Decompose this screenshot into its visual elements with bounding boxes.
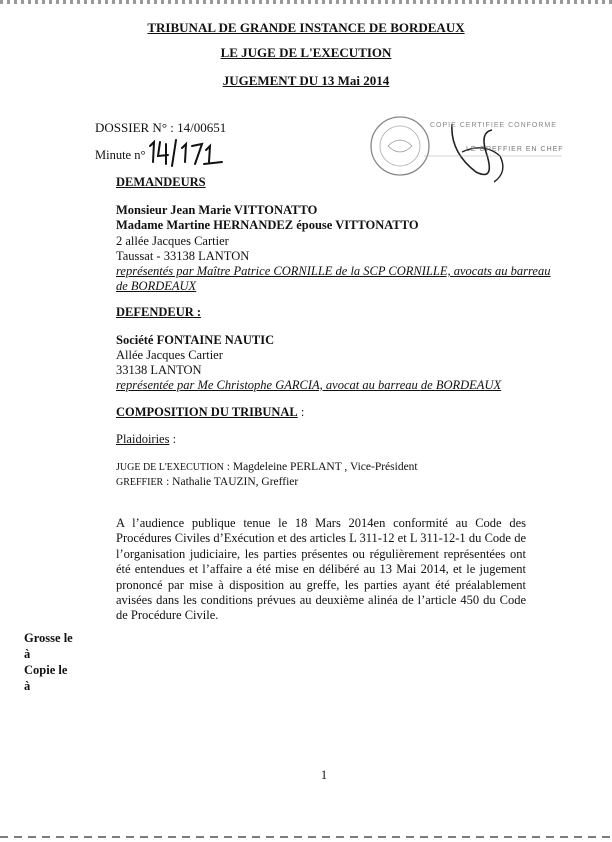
- demandeurs-heading: DEMANDEURS: [116, 175, 206, 189]
- plaidoiries-label: Plaidoiries: [116, 432, 170, 446]
- minute-label: Minute n°: [95, 148, 146, 162]
- dossier-number: 14/00651: [177, 120, 227, 135]
- composition-colon: :: [297, 405, 305, 419]
- judgment-date: JUGEMENT DU 13 Mai 2014: [222, 73, 390, 88]
- defendant-name: Société FONTAINE NAUTIC: [116, 333, 275, 347]
- plaintiff-2-name: Madame Martine HERNANDEZ épouse VITTONATTO: [116, 218, 419, 232]
- grosse-recipient-label: à: [24, 647, 31, 661]
- stamp-subtext: LE GREFFIER EN CHEF: [466, 146, 564, 153]
- composition-line: [116, 405, 304, 420]
- judge-role-label: JUGE DE L'EXECUTION: [116, 462, 224, 473]
- plaintiff-counsel-line-1: représentés par Maître Patrice CORNILLE de la SCP CORNILLE, avocats au barreau: [116, 264, 551, 278]
- certified-stamp: [366, 112, 571, 184]
- copie-label: Copie le: [24, 663, 68, 677]
- defendant-address-2: 33138 LANTON: [116, 363, 202, 377]
- hearing-paragraph: A l’audience publique tenue le 18 Mars 2014en conformité au Code des Procédures Civiles d’Exécution et des articles L 311-12 et L 311-12-1 du Code de l’organisation judiciaire, les parties présentes ou régulièrement représentées ont été entendues et l’affaire a été mise en délibéré au 13 Mai 2014, et le jugement prononcé par mise à disposition au greffe, les parties ayant été préalablement avisées dans les conditions prévues au deuxième alinéa de l’article 450 du Code de Procédure Civile.: [116, 516, 526, 623]
- greffier-line: [116, 476, 298, 488]
- scan-artifact-top: [0, 0, 612, 4]
- plaintiff-1-name: Monsieur Jean Marie VITTONATTO: [116, 203, 318, 217]
- copie-recipient-label: à: [24, 679, 31, 693]
- minute-handwritten-number: [146, 136, 226, 168]
- plaintiff-address-1: 2 allée Jacques Cartier: [116, 234, 229, 248]
- composition-heading: COMPOSITION DU TRIBUNAL: [116, 405, 298, 419]
- grosse-label: Grosse le: [24, 631, 73, 645]
- dossier-line: [95, 120, 226, 136]
- judge-title: LE JUGE DE L'EXECUTION: [220, 45, 392, 60]
- stamp-text: COPIE CERTIFIEE CONFORME: [430, 122, 557, 129]
- page-number: 1: [320, 768, 328, 782]
- plaintiff-counsel-line-2: de BORDEAUX: [116, 279, 197, 293]
- defendeur-heading: DEFENDEUR :: [116, 305, 202, 319]
- defendant-counsel: représentée par Me Christophe GARCIA, avocat au barreau de BORDEAUX: [116, 378, 502, 392]
- plaidoiries-line: [116, 432, 176, 447]
- court-title: TRIBUNAL DE GRANDE INSTANCE DE BORDEAUX: [147, 20, 465, 35]
- judge-name: : Magdeleine PERLANT , Vice-Président: [223, 461, 418, 473]
- plaidoiries-colon: :: [169, 432, 177, 446]
- scan-artifact-bottom: [0, 836, 612, 838]
- defendant-address-1: Allée Jacques Cartier: [116, 348, 223, 362]
- dossier-label: DOSSIER N° :: [95, 120, 174, 135]
- plaintiff-address-2: Taussat - 33138 LANTON: [116, 249, 250, 263]
- greffier-role-label: GREFFIER: [116, 477, 164, 488]
- judge-line: [116, 461, 418, 473]
- greffier-name: : Nathalie TAUZIN, Greffier: [163, 476, 299, 488]
